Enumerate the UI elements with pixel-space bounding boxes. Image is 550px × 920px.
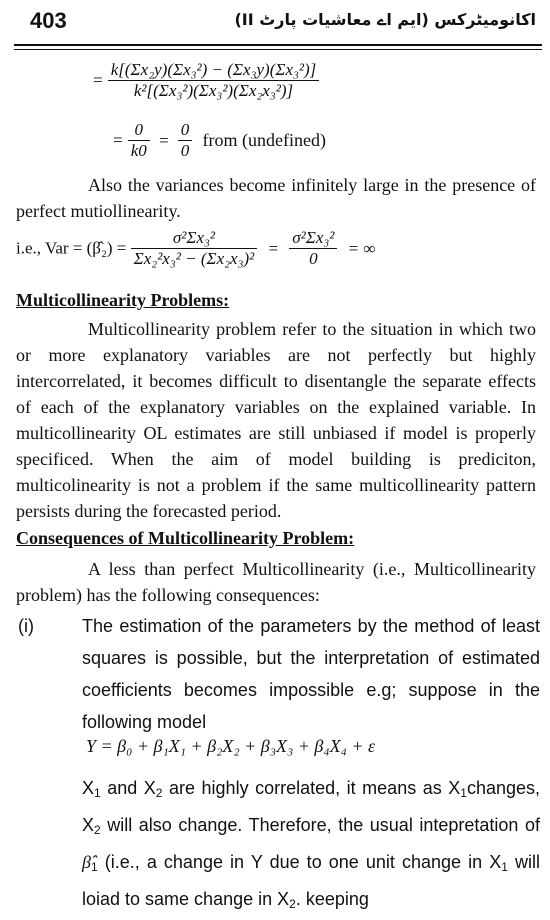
denominator: 0 [180,141,190,160]
ratio-denominator: k²[(Σx₃²)(Σx₃²)(Σx₂x₃²)] [133,81,294,100]
text-run: (i.e., a change in Y due to one unit change in X [97,852,502,872]
numerator: σ²Σx₃² [131,228,258,249]
numerator: σ²Σx₃² [289,228,337,249]
text-run: will also change. Therefore, the usual intepretation of [100,815,540,835]
beta-hat-symbol: β̂ [82,852,91,872]
ratio-fraction [108,60,320,101]
page-header [10,6,540,46]
variance-fraction [131,228,258,269]
text-run: . keeping [295,889,369,909]
numerator: 0 [178,120,193,141]
equation-ratio [92,60,319,101]
page-number: 403 [30,8,67,33]
equals-sign: = [92,70,104,90]
subscript: 1 [460,786,467,800]
subscript: 2 [94,823,101,837]
item-continuation [82,772,540,920]
equation-undefined [112,120,326,161]
regression-model: Y = β₀ + β₁X₁ + β₂X₂ + β₃X₃ + β₄X₄ + ε [86,736,376,756]
text-run: are highly correlated, it means as X [162,778,461,798]
denominator: k0 [130,141,147,160]
item-text: The estimation of the parameters by the method of least squares is possible, but the interpretation of estimated coefficients becomes impossible e.g; suppose in the following model [82,616,540,732]
text-run: X [82,778,95,798]
subscript: 1 [501,860,508,874]
ratio-numerator: k[(Σx₂y)(Σx₃²) − (Σx₃y)(Σx₃²)] [108,60,320,81]
subscript: 2 [289,897,296,911]
subscript: 1 [94,786,101,800]
variance-paragraph: Also the variances become infinitely large in the presence of perfect mutiollinearity. [16,175,536,221]
variance-equation [16,228,375,269]
undefined-note: from (undefined) [202,130,326,150]
header-rule-thin [14,49,542,50]
subscript: 2 [155,786,163,800]
heading-consequences: Consequences of Multicollinearity Problem: [16,528,355,548]
equals-sign: = [267,238,279,258]
header-rule [14,44,542,46]
item-label: (i) [18,616,34,636]
text-run: and X [100,778,156,798]
equals-sign: = [112,130,124,150]
running-title: اکانومیٹرکس (ایم اے معاشیات پارٹ II) [234,10,536,29]
text-run: changes, X [82,778,541,835]
fraction-zero-k0 [128,120,150,161]
numerator: 0 [128,120,150,141]
equals-sign: = [158,130,170,150]
text-run: will loiad to same change in X [82,852,540,909]
variance-prefix: i.e., Var = (β̂₂) = [16,238,127,258]
subscript: 1 [90,860,98,874]
variance-fraction-zero [289,228,337,269]
denominator: 0 [309,249,318,268]
fraction-zero-zero [178,120,193,161]
heading-problems: Multicollinearity Problems: [16,290,230,310]
consequences-paragraph: A less than perfect Multicollinearity (i.e., Multicollinearity problem) has the following consequences: [16,559,536,605]
denominator: Σx₂²x₃² − (Σx₂x₃)² [133,249,255,268]
problems-paragraph: Multicollinearity problem refer to the situation in which two or more explanatory variables are not perfectly but highly intercorrelated, it becomes difficult to disentangle the separate effects of each of the explanatory variables on the explained variable. In multicollinearity OL estimates are still unbiased if model is properly specificed. When the aim of model building is prediciton, multicolinearity is not a problem if the same multicollinearity pattern persists during the forecasted period. [16,319,536,521]
infinity-result: = ∞ [347,238,376,258]
